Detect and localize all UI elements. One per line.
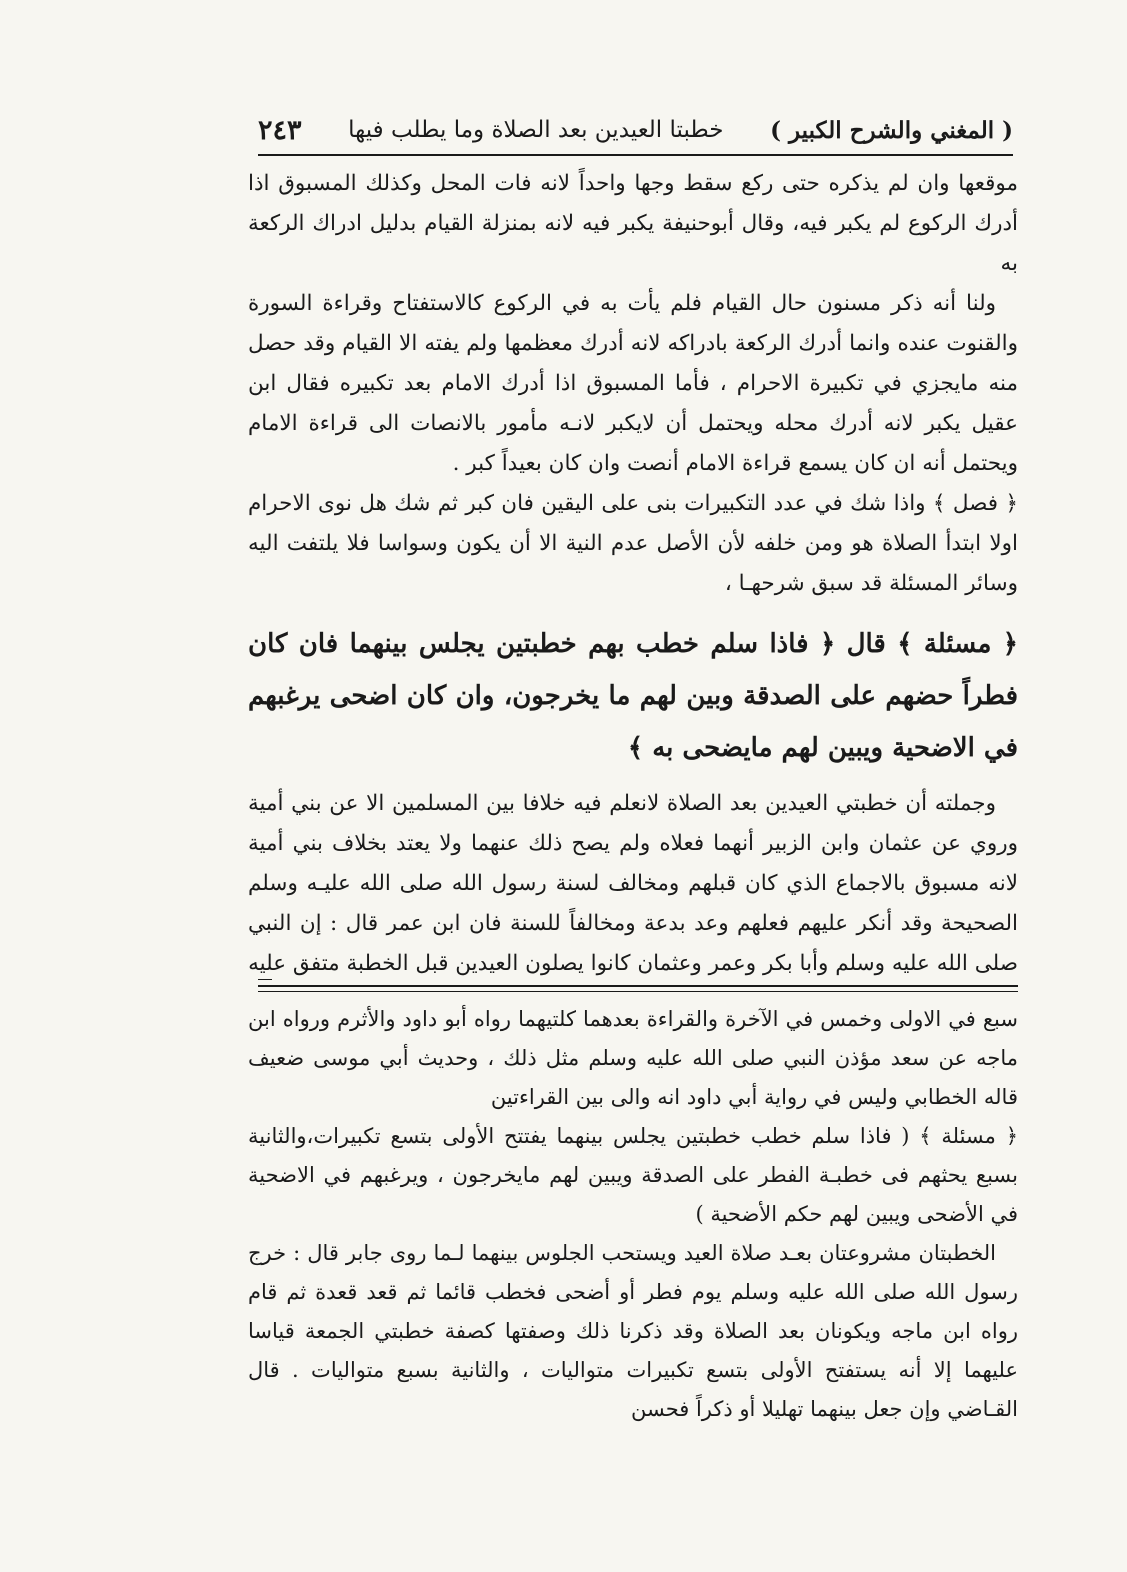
sharh-paragraph: سبع في الاولى وخمس في الآخرة والقراءة بعدهما كلتيهما رواه أبو داود والأثرم ورواه ابن ماجه عن سعد مؤذن النبي صلى الله عليه وسلم مثل ذلك ، وحديث أبي موسى ضعيف قاله الخطابي وليس في رواية أبي داود انه والى بين القراءتين: [248, 1007, 1018, 1109]
main-paragraph: ولنا أنه ذكر مسنون حال القيام فلم يأت به في الركوع كالاستفتاح وقراءة السورة والقنوت عنده وانما أدرك الركعة بادراكه لانه أدرك معظمها ولم يفته الا القيام وقد حصل منه مايجزي في تكبيرة الاحرام ، فأما المسبوق اذا أدرك الامام بعد تكبيره فقال ابن عقيل يكبر لانه أدرك محله ويحتمل أن لايكبر لانـه مأمور بالانصات الى قراءة الامام ويحتمل أنه ان كان يسمع قراءة الامام أنصت وان كان بعيداً كبر .: [248, 291, 1018, 476]
page-number: ٢٤٣: [258, 114, 302, 146]
header-rule: [258, 154, 1013, 156]
book-title: ( المغني والشرح الكبير ): [770, 116, 1013, 144]
footnote-mark: [258, 979, 272, 980]
main-text: [248, 164, 1018, 984]
running-header: [258, 108, 1013, 152]
masala-heading: ﴿ مسئلة ﴾ قال ﴿ فاذا سلم خطب بهم خطبتين يجلس بينهما فان كان فطراً حضهم على الصدقة وبين لهم ما يخرجون، وان كان اضحى يرغبهم في الاضحية ويبين لهم مايضحى به ﴾: [248, 629, 1018, 763]
main-paragraph: موقعها وان لم يذكره حتى ركع سقط وجها واحداً لانه فات المحل وكذلك المسبوق اذا أدرك الركوع لم يكبر فيه، وقال أبوحنيفة يكبر فيه لانه بمنزلة القيام بدليل ادراك الركعة به: [248, 171, 1018, 276]
sharh-text: [248, 1000, 1018, 1429]
section-title: خطبتا العيدين بعد الصلاة وما يطلب فيها: [348, 117, 724, 143]
footnote-rule-thin: [258, 991, 1018, 992]
fasl-paragraph: ﴿ فصل ﴾ واذا شك في عدد التكبيرات بنى على اليقين فان كبر ثم شك هل نوى الاحرام اولا ابتدأ الصلاة هو ومن خلفه لأن الأصل عدم النية الا أن يكون وسواسا فلا يلتفت اليه وسائر المسئلة قد سبق شرحهـا ،: [248, 491, 1018, 596]
sharh-paragraph: الخطبتان مشروعتان بعـد صلاة العيد ويستحب الجلوس بينهما لـما روى جابر قال : خرج رسول الله صلى الله عليه وسلم يوم فطر أو أضحى فخطب قائما ثم قعد قعدة ثم قام رواه ابن ماجه ويكونان بعد الصلاة وقد ذكرنا ذلك وصفتها كصفة خطبتي الجمعة قياسا عليهما إلا أنه يستفتح الأولى بتسع تكبيرات متواليات ، والثانية بسبع متواليات . قال القـاضي وإن جعل بينهما تهليلا أو ذكراً فحسن: [248, 1241, 1018, 1421]
main-paragraph: وجملته أن خطبتي العيدين بعد الصلاة لانعلم فيه خلافا بين المسلمين الا عن بني أمية وروي عن عثمان وابن الزبير أنهما فعلاه ولم يصح ذلك عنهما ولا يعتد بخلاف بني أمية لانه مسبوق بالاجماع الذي كان قبلهم ومخالف لسنة رسول الله صلى الله عليـه وسلم الصحيحة وقد أنكر عليهم فعلهم وعد بدعة ومخالفاً للسنة فان ابن عمر قال : إن النبي صلى الله عليه وسلم وأبا بكر وعمر وعثمان كانوا يصلون العيدين قبل الخطبة متفق عليه: [248, 791, 1018, 976]
footnote-rule: [258, 985, 1018, 987]
sharh-masala: ﴿ مسئلة ﴾ ( فاذا سلم خطب خطبتين يجلس بينهما يفتتح الأولى بتسع تكبيرات،والثانية بسبع يحثهم فى خطبـة الفطر على الصدقة ويبين لهم مايخرجون ، ويرغبهم في الاضحية في الأضحى ويبين لهم حكم الأضحية ): [248, 1124, 1018, 1226]
